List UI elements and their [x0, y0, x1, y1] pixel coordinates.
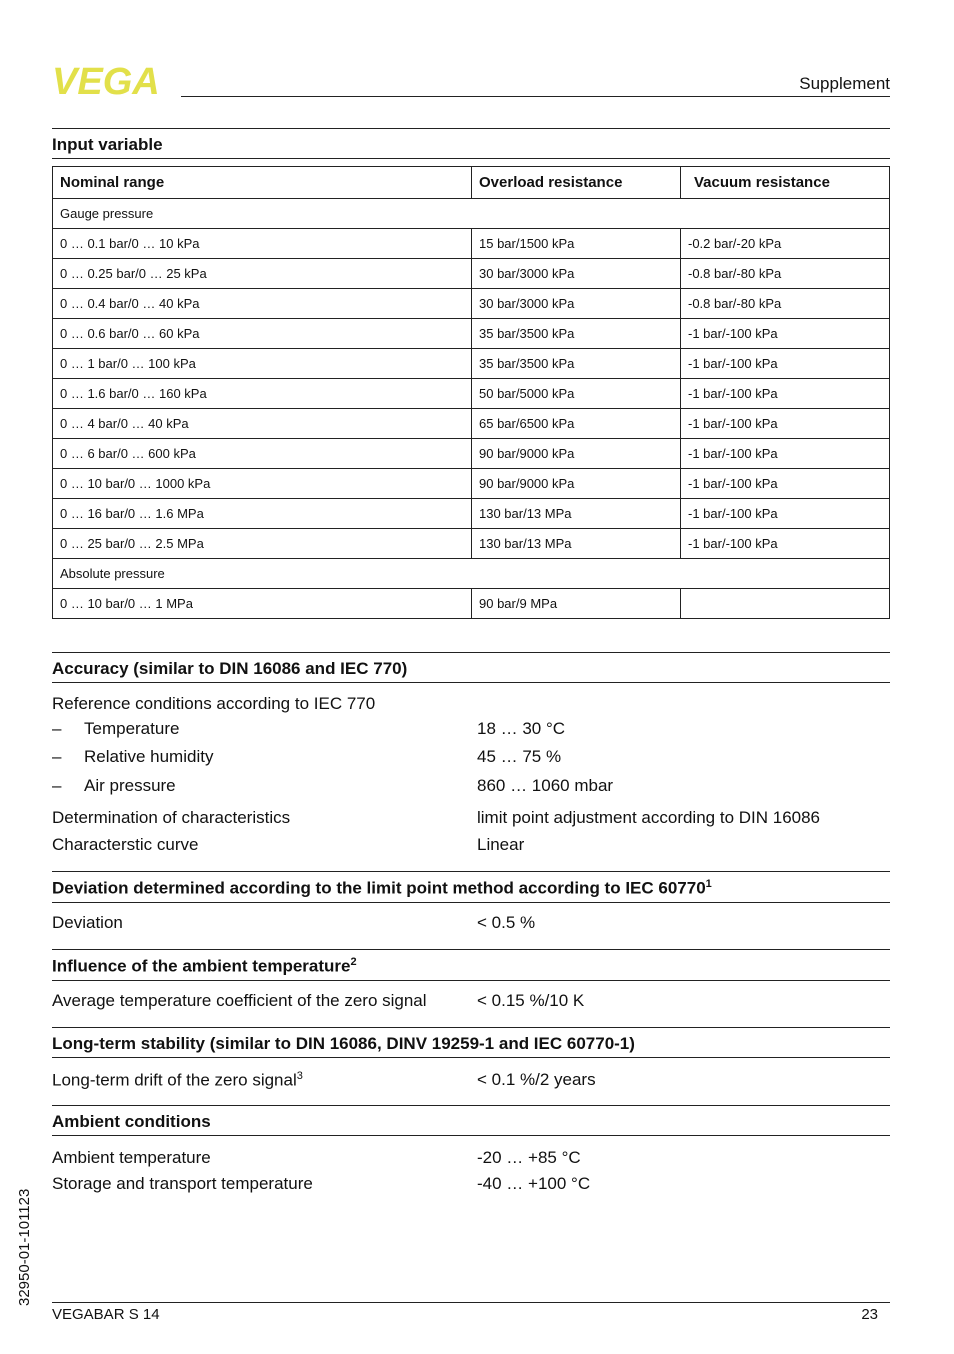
- gauge-pressure-row: [53, 199, 890, 229]
- temperature-coefficient-value: < 0.15 %/10 K: [477, 991, 585, 1010]
- header-section-label: Supplement: [799, 74, 890, 93]
- table-row: [53, 319, 890, 349]
- table-header-row: [53, 167, 890, 199]
- temperature-coefficient-row: [52, 991, 890, 1015]
- footnote-ref: 2: [350, 956, 357, 968]
- characteristic-curve-row: [52, 835, 890, 859]
- table-row: [53, 499, 890, 529]
- overload-resistance-cell: 130 bar/13 MPa: [472, 529, 681, 559]
- storage-temperature-value: -40 … +100 °C: [477, 1174, 591, 1193]
- section-title-deviation: [52, 871, 890, 903]
- table-row: [53, 259, 890, 289]
- deviation-label: Deviation: [52, 913, 123, 932]
- storage-temperature-row: [52, 1174, 890, 1198]
- characteristic-curve-value: Linear: [477, 835, 525, 854]
- determination-row: [52, 808, 890, 832]
- vacuum-resistance-cell: -1 bar/-100 kPa: [681, 529, 890, 559]
- table-row: [53, 469, 890, 499]
- reference-conditions-row: [52, 694, 890, 718]
- ambient-temperature-row: [52, 1148, 890, 1172]
- vacuum-resistance-cell: -1 bar/-100 kPa: [681, 409, 890, 439]
- absolute-pressure-row: [53, 559, 890, 589]
- bullet-dash: –: [52, 719, 62, 738]
- absolute-pressure-label: Absolute pressure: [53, 559, 890, 589]
- overload-resistance-cell: 30 bar/3000 kPa: [472, 289, 681, 319]
- nominal-range-cell: 0 … 0.25 bar/0 … 25 kPa: [53, 259, 472, 289]
- input-variable-table-body: [53, 199, 890, 619]
- vacuum-resistance-cell: -1 bar/-100 kPa: [681, 379, 890, 409]
- determination-label: Determination of characteristics: [52, 808, 291, 827]
- ambient-temperature-label: Ambient temperature: [52, 1148, 211, 1167]
- footnote-ref: 3: [296, 1070, 303, 1082]
- deviation-title-text: Deviation determined according to the limit point method according to IEC 60770: [52, 878, 706, 898]
- bullet-dash: –: [52, 776, 62, 795]
- deviation-row: [52, 913, 890, 937]
- humidity-label: Relative humidity: [84, 747, 214, 766]
- characteristic-curve-label: Characterstic curve: [52, 835, 199, 854]
- nominal-range-cell: 0 … 1 bar/0 … 100 kPa: [53, 349, 472, 379]
- reference-conditions-label: Reference conditions according to IEC 770: [52, 694, 376, 713]
- long-term-drift-value: < 0.1 %/2 years: [477, 1070, 596, 1089]
- document-number: 32950-01-101123: [16, 1188, 33, 1306]
- header-rule: [181, 96, 890, 97]
- long-term-drift-row: [52, 1070, 890, 1094]
- temperature-row: [52, 719, 890, 743]
- vacuum-resistance-cell: -0.2 bar/-20 kPa: [681, 229, 890, 259]
- table-row: [53, 589, 890, 619]
- table-row: [53, 289, 890, 319]
- table-row: [53, 409, 890, 439]
- table-row: [53, 379, 890, 409]
- nominal-range-cell: 0 … 4 bar/0 … 40 kPa: [53, 409, 472, 439]
- deviation-value: < 0.5 %: [477, 913, 536, 932]
- vacuum-resistance-cell: -1 bar/-100 kPa: [681, 319, 890, 349]
- ambient-temperature-value: -20 … +85 °C: [477, 1148, 581, 1167]
- nominal-range-cell: 0 … 1.6 bar/0 … 160 kPa: [53, 379, 472, 409]
- temperature-coefficient-label: Average temperature coefficient of the zero signal: [52, 991, 427, 1010]
- footer-page-number: 23: [861, 1306, 878, 1323]
- vacuum-resistance-cell: -1 bar/-100 kPa: [681, 439, 890, 469]
- section-title-input-variable: Input variable: [52, 128, 890, 159]
- bullet-dash: –: [52, 747, 62, 766]
- nominal-range-cell: 0 … 25 bar/0 … 2.5 MPa: [53, 529, 472, 559]
- column-header-vacuum-resistance: Vacuum resistance: [681, 167, 890, 199]
- vacuum-resistance-cell: -1 bar/-100 kPa: [681, 469, 890, 499]
- section-title-ambient-conditions: Ambient conditions: [52, 1105, 890, 1136]
- overload-resistance-cell: 35 bar/3500 kPa: [472, 349, 681, 379]
- svg-text:VEGA: VEGA: [52, 64, 160, 98]
- footnote-ref: 1: [705, 878, 712, 890]
- table-row: [53, 229, 890, 259]
- column-header-nominal-range: Nominal range: [53, 167, 472, 199]
- long-term-drift-label-text: Long-term drift of the zero signal: [52, 1070, 297, 1090]
- temperature-label: Temperature: [84, 719, 180, 738]
- vacuum-resistance-cell: -1 bar/-100 kPa: [681, 349, 890, 379]
- air-pressure-row: [52, 776, 890, 800]
- ambient-influence-title-text: Influence of the ambient temperature: [52, 956, 351, 976]
- section-title-long-term-stability: Long-term stability (similar to DIN 16086, DINV 19259-1 and IEC 60770-1): [52, 1027, 890, 1058]
- overload-resistance-cell: 35 bar/3500 kPa: [472, 319, 681, 349]
- nominal-range-cell: 0 … 6 bar/0 … 600 kPa: [53, 439, 472, 469]
- table-row: [53, 349, 890, 379]
- overload-resistance-cell: 90 bar/9000 kPa: [472, 469, 681, 499]
- nominal-range-cell: 0 … 0.4 bar/0 … 40 kPa: [53, 289, 472, 319]
- nominal-range-cell: 0 … 0.1 bar/0 … 10 kPa: [53, 229, 472, 259]
- humidity-value: 45 … 75 %: [477, 747, 562, 766]
- overload-resistance-cell: 90 bar/9 MPa: [472, 589, 681, 619]
- nominal-range-cell: 0 … 16 bar/0 … 1.6 MPa: [53, 499, 472, 529]
- overload-resistance-cell: 90 bar/9000 kPa: [472, 439, 681, 469]
- humidity-row: [52, 747, 890, 771]
- footer-rule: [52, 1302, 890, 1303]
- vacuum-resistance-cell: -0.8 bar/-80 kPa: [681, 259, 890, 289]
- temperature-value: 18 … 30 °C: [477, 719, 566, 738]
- overload-resistance-cell: 50 bar/5000 kPa: [472, 379, 681, 409]
- footer-product-name: VEGABAR S 14: [52, 1306, 160, 1323]
- vacuum-resistance-cell: [681, 589, 890, 619]
- determination-value: limit point adjustment according to DIN 16086: [477, 808, 821, 827]
- section-title-ambient-influence: [52, 949, 890, 981]
- long-term-drift-label: [52, 1070, 303, 1091]
- nominal-range-cell: 0 … 0.6 bar/0 … 60 kPa: [53, 319, 472, 349]
- air-pressure-label: Air pressure: [84, 776, 176, 795]
- nominal-range-cell: 0 … 10 bar/0 … 1000 kPa: [53, 469, 472, 499]
- table-row: [53, 529, 890, 559]
- overload-resistance-cell: 130 bar/13 MPa: [472, 499, 681, 529]
- section-title-accuracy: Accuracy (similar to DIN 16086 and IEC 770): [52, 652, 890, 683]
- air-pressure-value: 860 … 1060 mbar: [477, 776, 614, 795]
- vacuum-resistance-cell: -1 bar/-100 kPa: [681, 499, 890, 529]
- column-header-overload-resistance: Overload resistance: [472, 167, 681, 199]
- vacuum-resistance-cell: -0.8 bar/-80 kPa: [681, 289, 890, 319]
- table-row: [53, 439, 890, 469]
- nominal-range-cell: 0 … 10 bar/0 … 1 MPa: [53, 589, 472, 619]
- storage-temperature-label: Storage and transport temperature: [52, 1174, 313, 1193]
- gauge-pressure-label: Gauge pressure: [53, 199, 890, 229]
- input-variable-table: [52, 166, 890, 619]
- vega-logo: [52, 64, 170, 98]
- overload-resistance-cell: 30 bar/3000 kPa: [472, 259, 681, 289]
- overload-resistance-cell: 15 bar/1500 kPa: [472, 229, 681, 259]
- overload-resistance-cell: 65 bar/6500 kPa: [472, 409, 681, 439]
